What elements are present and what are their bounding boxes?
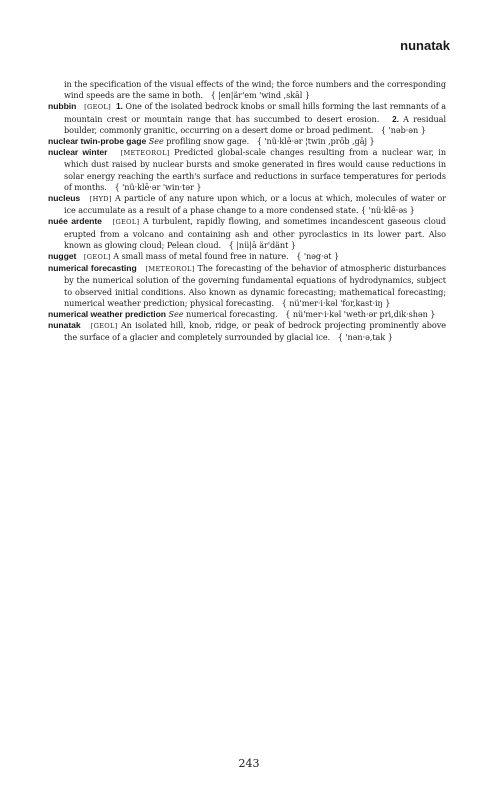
- pronunciation: { nü'mer·i·kəl 'weth·ər pri,dik·shən }: [285, 309, 436, 320]
- sense-number: 1.: [116, 102, 123, 112]
- headword: nuclear twin-probe gage: [48, 136, 147, 147]
- pronunciation: { 'nü·klē·əs }: [361, 205, 415, 216]
- field-label: [GEOL]: [112, 218, 140, 227]
- page-number: 243: [238, 757, 260, 770]
- entry-nubbin: [48, 101, 446, 136]
- cross-reference: profiling snow gage.: [166, 136, 250, 147]
- pronunciation: { nü'mer·i·kəl 'for,kast·iŋ }: [281, 297, 391, 308]
- entry-continuation: [48, 79, 446, 101]
- pronunciation: { 'nü·klē·ər ¦twin ,prōb ,gāj }: [256, 136, 375, 147]
- definition: Predicted global-scale changes resulting from a nuclear war, in which dust raised by nuclear bursts and smoke generated in fires would cause reductions in solar energy reaching the earth's surface and reductions in surface temperatures for periods of months.: [64, 147, 446, 192]
- definition: The forecasting of the behavior of atmospheric disturbances by the numerical solution of the governing fundamental equations of hydrodynamics, subject to observed initial conditions. Also known as dynamic forecasting; mathematical forecasting; numerical weather prediction; physical forecasting.: [64, 263, 447, 308]
- headword: nugget: [48, 251, 77, 262]
- headword: nuée ardente: [48, 216, 102, 227]
- pronunciation: { 'nü·klē·ər 'win·tər }: [114, 181, 202, 192]
- pronunciation: { 'nəb·ən }: [380, 124, 426, 135]
- pronunciation: { 'nən·ə,tak }: [337, 332, 393, 343]
- headword: nuclear winter: [48, 147, 108, 158]
- entry-nuclear-twin-probe-gage: [48, 136, 446, 147]
- field-label: [GEOL]: [84, 103, 111, 112]
- entry-numerical-weather-prediction: [48, 309, 446, 320]
- field-label: [METEOROL]: [145, 265, 195, 274]
- entry-nuee-ardente: [48, 216, 446, 251]
- field-label: [GEOL]: [83, 253, 111, 262]
- entry-nucleus: [48, 193, 446, 216]
- sense-number: 2.: [392, 114, 399, 124]
- definition: A particle of any nature upon which, or a locus at which, molecules of water or ice accumulate as a result of a phase change to a more condensed state.: [64, 193, 446, 216]
- definition: A residual boulder, commonly granitic, occurring on a desert dome or broad pediment.: [64, 113, 446, 135]
- dictionary-column: [48, 79, 446, 344]
- running-head: nunatak: [400, 38, 450, 53]
- headword: nubbin: [48, 101, 77, 112]
- see-label: See: [168, 309, 184, 320]
- definition: in the specification of the visual effects of the wind; the force numbers and the corresponding wind speeds are the same in both.: [64, 79, 446, 101]
- entry-nugget: [48, 251, 446, 263]
- definition: One of the isolated bedrock knobs or small hills forming the last remnants of a mountain crest or mountain range that has succumbed to desert erosion.: [64, 101, 447, 124]
- pronunciation: { 'nəg·ət }: [296, 251, 340, 262]
- field-label: [METEOROL]: [120, 149, 170, 158]
- see-label: See: [148, 136, 164, 147]
- entry-numerical-forecasting: [48, 263, 446, 309]
- field-label: [GEOL]: [90, 322, 118, 331]
- field-label: [HYD]: [89, 195, 112, 204]
- entry-nuclear-winter: [48, 147, 446, 193]
- headword: numerical weather prediction: [48, 309, 166, 320]
- definition: A turbulent, rapidly flowing, and sometimes incandescent gaseous cloud erupted from a volcano and containing ash and other pyroclastics in its lower part. Also known as glowing cloud; Pelean cloud.: [64, 216, 447, 250]
- headword: numerical forecasting: [48, 263, 137, 274]
- definition: A small mass of metal found free in nature.: [113, 251, 289, 262]
- entry-nunatak: [48, 320, 446, 343]
- definition: An isolated hill, knob, ridge, or peak of bedrock projecting prominently above the surface of a glacier and completely surrounded by glacial ice.: [64, 320, 446, 343]
- cross-reference: numerical forecasting.: [186, 309, 278, 320]
- pronunciation: { |en|är'em 'wind ,skāl }: [210, 90, 310, 101]
- headword: nunatak: [48, 320, 81, 331]
- headword: nucleus: [48, 193, 81, 204]
- pronunciation: { |nü|ā är'dänt }: [228, 239, 296, 250]
